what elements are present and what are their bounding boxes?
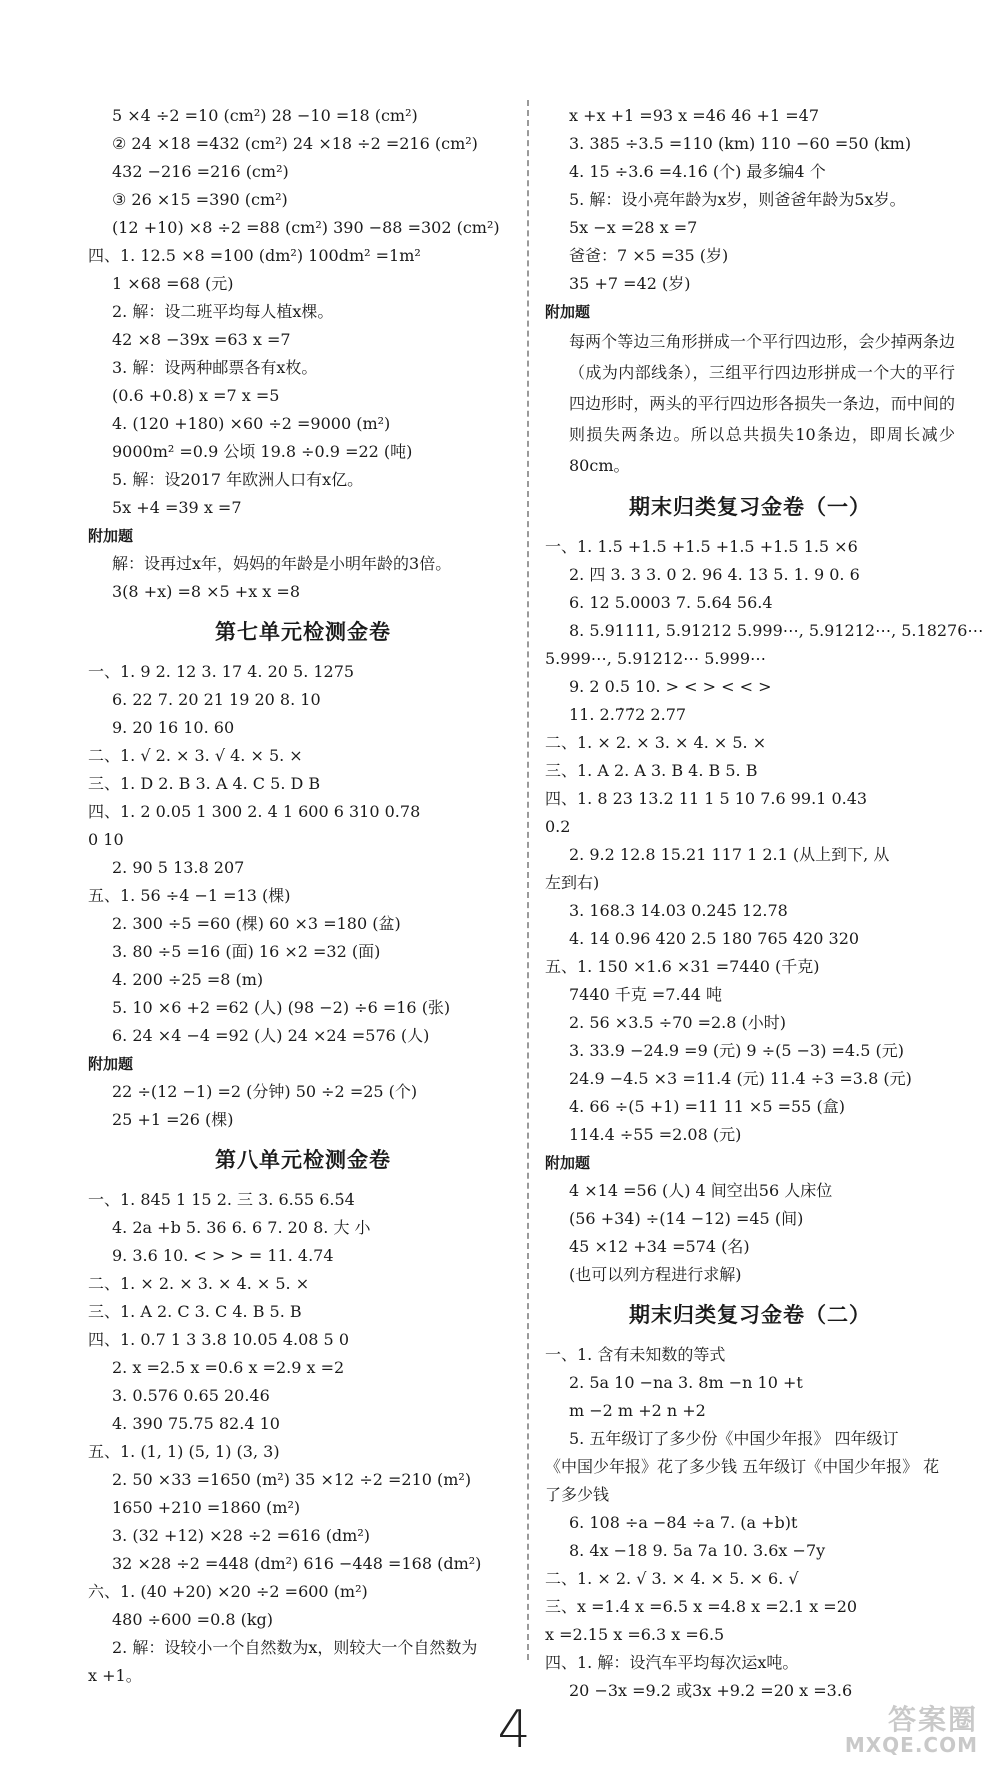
answer-line: 2. 9.2 12.8 15.21 117 1 2.1 (从上到下, 从	[569, 845, 890, 864]
left-block1	[88, 102, 518, 522]
answer-line: 2. 90 5 13.8 207	[112, 858, 245, 877]
site-watermark	[808, 1703, 978, 1757]
answer-line: 2. 解：设二班平均每人植x棵。	[112, 302, 334, 321]
answer-line: 114.4 ÷55 =2.08 (元)	[569, 1125, 742, 1144]
answer-line: 5x +4 =39 x =7	[112, 498, 242, 517]
right-fujia1-paragraph: 每两个等边三角形拼成一个平行四边形，会少掉两条边（成为内部线条），三组平行四边形拼成一个大的平行四边形时，两头的平行四边形各损失一条边，而中间的则损失两条边。所以总共损失10条边，即周长减少80cm。	[569, 332, 955, 475]
answer-line: 480 ÷600 =0.8 (kg)	[112, 1610, 274, 1629]
answer-line: 2. 5a 10 −na 3. 8m −n 10 +t	[569, 1373, 803, 1392]
answer-line: 25 +1 =26 (棵)	[112, 1110, 234, 1129]
answer-line: 5. 解：设2017 年欧洲人口有x亿。	[112, 470, 364, 489]
left-column	[88, 102, 518, 1690]
section-title-final-review-2: 期末归类复习金卷（二）	[629, 1303, 871, 1327]
answer-line: 2. 四 3. 3 3. 0 2. 96 4. 13 5. 1. 9 0. 6	[569, 565, 860, 584]
answer-line: 8. 5.91111, 5.91212 5.999⋯, 5.91212⋯, 5.18276⋯	[569, 621, 984, 640]
answer-line: 2. 56 ×3.5 ÷70 =2.8 (小时)	[569, 1013, 787, 1032]
answer-line: 二、1. × 2. √ 3. × 4. × 5. × 6. √	[545, 1569, 799, 1588]
answer-line: 三、1. A 2. A 3. B 4. B 5. B	[545, 761, 758, 780]
answer-line: 3. 168.3 14.03 0.24̇5̇ 12.78	[569, 901, 788, 920]
answer-line: 3. 33.9 −24.9 =9 (元) 9 ÷(5 −3) =4.5 (元)	[569, 1041, 904, 1060]
answer-line: 一、1. 9 2. 12 3. 17 4. 20 5. 1275	[88, 662, 355, 681]
answer-line: 42 ×8 −39x =63 x =7	[112, 330, 291, 349]
answer-line: 5. 五年级订了多少份《中国少年报》 四年级订	[569, 1429, 899, 1448]
section-title-unit7: 第七单元检测金卷	[215, 620, 391, 644]
right-block1	[545, 102, 955, 298]
answer-line: 四、1. 解：设汽车平均每次运x吨。	[545, 1653, 799, 1672]
answer-line: 6. 22 7. 20 21 19 20 8. 10	[112, 690, 321, 709]
answer-line: 解：设再过x年，妈妈的年龄是小明年龄的3倍。	[112, 554, 452, 573]
answer-line: x =2.15 x =6.3 x =6.5	[545, 1625, 725, 1644]
watermark-en: MXQE.COM	[844, 1733, 978, 1757]
answer-line: ③ 26 ×15 =390 (cm²)	[112, 190, 288, 209]
section-title-final-review-1: 期末归类复习金卷（一）	[629, 495, 871, 519]
answer-line: 0.2	[545, 817, 571, 836]
answer-line: 8. 4x −18 9. 5a 7a 10. 3.6x −7y	[569, 1541, 826, 1560]
answer-line: 六、1. (40 +20) ×20 ÷2 =600 (m²)	[88, 1582, 368, 1601]
answer-line: 5. 解：设小亮年龄为x岁，则爸爸年龄为5x岁。	[569, 190, 906, 209]
answer-line: 三、1. A 2. C 3. C 4. B 5. B	[88, 1302, 302, 1321]
answer-line: 三、1. D 2. B 3. A 4. C 5. D B	[88, 774, 321, 793]
answer-line: 6. 12 5.0003 7. 5.64 56.4	[569, 593, 773, 612]
answer-line: 9. 2 0.5 10. > < > < < >	[569, 677, 772, 696]
right-fujia-q1-label: 附加题	[545, 1154, 591, 1172]
answer-line: 爸爸：7 ×5 =35 (岁)	[569, 246, 729, 265]
answer-line: 2. x =2.5 x =0.6 x =2.9 x =2	[112, 1358, 345, 1377]
answer-line: 45 ×12 +34 =574 (名)	[569, 1237, 750, 1256]
answer-line: 4. 15 ÷3.6 =4.16̇ (个) 最多编4 个	[569, 162, 826, 181]
answer-line: 四、1. 12.5 ×8 =100 (dm²) 100dm² =1m²	[88, 246, 421, 265]
answer-line: 了多少钱	[545, 1485, 610, 1504]
answer-line: 4. (120 +180) ×60 ÷2 =9000 (m²)	[112, 414, 391, 433]
left-block8	[88, 1186, 518, 1690]
answer-line: 《中国少年报》花了多少钱 五年级订《中国少年报》 花	[545, 1457, 940, 1476]
right-block-q2	[545, 1341, 955, 1705]
answer-line: 5. 10 ×6 +2 =62 (人) (98 −2) ÷6 =16 (张)	[112, 998, 451, 1017]
answer-line: 5 ×4 ÷2 =10 (cm²) 28 −10 =18 (cm²)	[112, 106, 418, 125]
answer-line: 4. 390 75.75 82.4 10	[112, 1414, 280, 1433]
answer-line: 11. 2.7̇7̇2 2.77	[569, 705, 687, 724]
answer-line: 32 ×28 ÷2 =448 (dm²) 616 −448 =168 (dm²)	[112, 1554, 482, 1573]
answer-line: 二、1. × 2. × 3. × 4. × 5. ×	[88, 1274, 310, 1293]
answer-line: 7440 千克 =7.44 吨	[569, 985, 723, 1004]
left-fujia1-label: 附加题	[88, 527, 134, 545]
answer-line: 2. 300 ÷5 =60 (棵) 60 ×3 =180 (盆)	[112, 914, 401, 933]
answer-line: 一、1. 1.5 +1.5 +1.5 +1.5 +1.5 1.5 ×6	[545, 537, 858, 556]
column-divider	[527, 100, 529, 1660]
answer-line: 4. 66 ÷(5 +1) =11 11 ×5 =55 (盒)	[569, 1097, 845, 1116]
answer-line: 9. 3.6 10. < > > = 11. 4.74	[112, 1246, 334, 1265]
answer-line: m −2 m +2 n +2	[569, 1401, 706, 1420]
left-fujia7-label: 附加题	[88, 1055, 134, 1073]
answer-line: 4. 200 ÷25 =8 (m)	[112, 970, 264, 989]
watermark-cn: 答案圈	[887, 1703, 978, 1736]
answer-line: 3(8 +x) =8 ×5 +x x =8	[112, 582, 300, 601]
answer-line: (0.6 +0.8) x =7 x =5	[112, 386, 280, 405]
answer-line: 3. 80 ÷5 =16 (面) 16 ×2 =32 (面)	[112, 942, 381, 961]
answer-line: 5.999⋯, 5.91212⋯ 5.999⋯	[545, 649, 767, 668]
answer-line: 一、1. 含有未知数的等式	[545, 1345, 726, 1364]
answer-line: 3. 解：设两种邮票各有x枚。	[112, 358, 318, 377]
right-block-q1	[545, 533, 984, 1149]
answer-line: 3. 0.576 0.65 20.46	[112, 1386, 270, 1405]
answer-line: 四、1. 0.7 1 3 3.8 10.05 4.08 5 0	[88, 1330, 349, 1349]
answer-line: 9. 20 16 10. 60	[112, 718, 235, 737]
answer-line: x +1。	[88, 1666, 142, 1685]
answer-line: 一、1. 845 1 15 2. 三 3. 6.55 6.5̇4̇	[88, 1190, 355, 1209]
answer-line: 6. 108 ÷a −84 ÷a 7. (a +b)t	[569, 1513, 798, 1532]
section-title-unit8: 第八单元检测金卷	[215, 1148, 391, 1172]
answer-line: 4. 14 0.96 420 2.5 180 765 420 320	[569, 929, 860, 948]
answer-line: x +x +1 =93 x =46 46 +1 =47	[569, 106, 819, 125]
right-fujia1-label: 附加题	[545, 303, 591, 321]
answer-line: 四、1. 2 0.05 1 300 2. 4 1 600 6 310 0.78	[88, 802, 421, 821]
answer-line: 五、1. (1, 1) (5, 1) (3, 3)	[88, 1442, 280, 1461]
left-fujia1	[88, 550, 518, 606]
answer-line: 3. 385 ÷3.5 =110 (km) 110 −60 =50 (km)	[569, 134, 912, 153]
answer-line: 二、1. √ 2. × 3. √ 4. × 5. ×	[88, 746, 303, 765]
answer-line: 1 ×68 =68 (元)	[112, 274, 234, 293]
answer-line: 二、1. × 2. × 3. × 4. × 5. ×	[545, 733, 767, 752]
answer-line: (56 +34) ÷(14 −12) =45 (间)	[569, 1209, 804, 1228]
answer-line: 1650 +210 =1860 (m²)	[112, 1498, 301, 1517]
answer-line: 四、1. 8 23 13.2 11 1 5 10 7.6 99.1 0.43	[545, 789, 868, 808]
answer-line: 2. 50 ×33 =1650 (m²) 35 ×12 ÷2 =210 (m²)	[112, 1470, 472, 1489]
answer-line: 三、x =1.4 x =6.5 x =4.8 x =2.1 x =20	[545, 1597, 858, 1616]
answer-line: 4. 2a +b 5. 36 6. 6 7. 20 8. 大 小	[112, 1218, 371, 1237]
answer-line: (也可以列方程进行求解)	[569, 1265, 742, 1284]
answer-line: 432 −216 =216 (cm²)	[112, 162, 289, 181]
answer-line: 9000m² =0.9 公顷 19.8 ÷0.9 =22 (吨)	[112, 442, 413, 461]
answer-line: 五、1. 56 ÷4 −1 =13 (棵)	[88, 886, 291, 905]
answer-line: 22 ÷(12 −1) =2 (分钟) 50 ÷2 =25 (个)	[112, 1082, 418, 1101]
right-column	[545, 102, 984, 1705]
answer-line: 35 +7 =42 (岁)	[569, 274, 691, 293]
answer-line: 20 −3x =9.2 或3x +9.2 =20 x =3.6	[569, 1681, 853, 1700]
right-fujia-q1	[545, 1177, 955, 1289]
answer-line: 5x −x =28 x =7	[569, 218, 698, 237]
answer-line: 4 ×14 =56 (人) 4 间空出56 人床位	[569, 1181, 833, 1200]
answer-line: 24.9 −4.5 ×3 =11.4 (元) 11.4 ÷3 =3.8 (元)	[569, 1069, 912, 1088]
answer-line: 五、1. 150 ×1.6 ×31 =7440 (千克)	[545, 957, 820, 976]
page-number: 4	[497, 1700, 531, 1760]
answer-line: 2. 解：设较小一个自然数为x，则较大一个自然数为	[112, 1638, 478, 1657]
left-fujia7	[88, 1078, 518, 1134]
answer-line: 6. 24 ×4 −4 =92 (人) 24 ×24 =576 (人)	[112, 1026, 430, 1045]
left-block7	[88, 658, 518, 1050]
answer-line: ② 24 ×18 =432 (cm²) 24 ×18 ÷2 =216 (cm²)	[112, 134, 478, 153]
answer-line: (12 +10) ×8 ÷2 =88 (cm²) 390 −88 =302 (cm²)	[112, 218, 500, 237]
answer-line: 3. (32 +12) ×28 ÷2 =616 (dm²)	[112, 1526, 370, 1545]
answer-line: 0 10	[88, 830, 124, 849]
answer-line: 左到右)	[545, 873, 600, 892]
